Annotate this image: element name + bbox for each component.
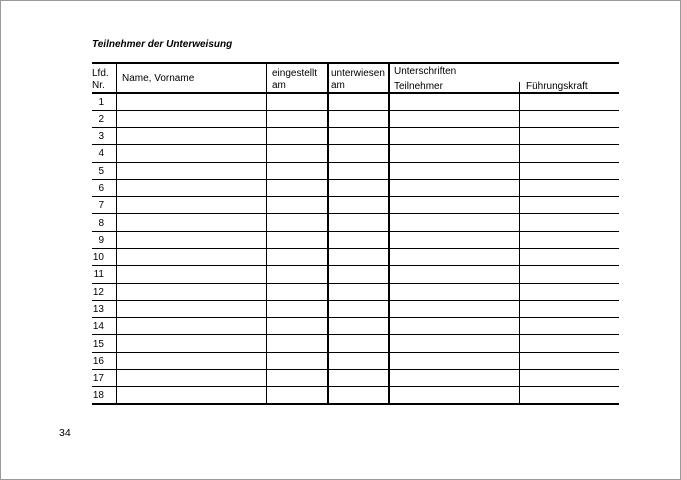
header-nr-line2: Nr.	[92, 79, 105, 91]
teilnehmer-cell	[390, 162, 519, 179]
fuehrungskraft-cell	[520, 283, 619, 300]
row-number: 1	[98, 96, 104, 108]
eingestellt-cell	[267, 231, 327, 248]
eingestellt-cell	[267, 197, 327, 214]
row-number: 5	[98, 165, 104, 177]
unterwiesen-cell	[329, 179, 388, 196]
eingestellt-cell	[267, 266, 327, 283]
name-cell	[117, 110, 266, 127]
unterwiesen-cell	[329, 93, 388, 110]
unterwiesen-cell	[329, 128, 388, 145]
unterwiesen-cell	[329, 335, 388, 352]
row-number: 12	[92, 286, 104, 298]
teilnehmer-cell	[390, 128, 519, 145]
teilnehmer-cell	[390, 335, 519, 352]
row-number: 15	[92, 338, 104, 350]
teilnehmer-cell	[390, 179, 519, 196]
fuehrungskraft-cell	[520, 128, 619, 145]
name-cell	[117, 300, 266, 317]
eingestellt-cell	[267, 352, 327, 369]
name-cell	[117, 283, 266, 300]
eingestellt-cell	[267, 335, 327, 352]
fuehrungskraft-cell	[520, 179, 619, 196]
header-fuehrungskraft: Führungskraft	[526, 81, 588, 92]
name-cell	[117, 214, 266, 231]
row-number: 6	[98, 183, 104, 195]
unterwiesen-cell	[329, 231, 388, 248]
unterwiesen-cell	[329, 249, 388, 266]
teilnehmer-cell	[390, 93, 519, 110]
header-unterschriften: Unterschriften	[394, 66, 457, 77]
name-cell	[117, 128, 266, 145]
row-number: 16	[92, 355, 104, 367]
teilnehmer-cell	[390, 214, 519, 231]
fuehrungskraft-cell	[520, 266, 619, 283]
name-cell	[117, 179, 266, 196]
header-unterwiesen-line2: am	[331, 79, 345, 91]
fuehrungskraft-cell	[520, 93, 619, 110]
row-number: 17	[92, 373, 104, 385]
eingestellt-cell	[267, 179, 327, 196]
row-number: 2	[98, 113, 104, 125]
teilnehmer-cell	[390, 300, 519, 317]
unterwiesen-cell	[329, 352, 388, 369]
fuehrungskraft-cell	[520, 162, 619, 179]
table-top-rule	[92, 62, 619, 64]
eingestellt-cell	[267, 283, 327, 300]
name-cell	[117, 352, 266, 369]
fuehrungskraft-cell	[520, 300, 619, 317]
header-teilnehmer: Teilnehmer	[394, 81, 443, 92]
teilnehmer-cell	[390, 318, 519, 335]
unterwiesen-cell	[329, 110, 388, 127]
eingestellt-cell	[267, 128, 327, 145]
form-title: Teilnehmer der Unterweisung	[92, 39, 233, 50]
eingestellt-cell	[267, 214, 327, 231]
fuehrungskraft-cell	[520, 369, 619, 386]
unterwiesen-cell	[329, 283, 388, 300]
row-number: 9	[98, 234, 104, 246]
header-eingestellt-line2: am	[272, 79, 286, 91]
teilnehmer-cell	[390, 110, 519, 127]
row-number: 18	[92, 390, 104, 402]
unterwiesen-cell	[329, 266, 388, 283]
fuehrungskraft-cell	[520, 110, 619, 127]
name-cell	[117, 145, 266, 162]
header-lfd-line1: Lfd.	[92, 68, 109, 79]
row-number: 10	[92, 252, 104, 264]
fuehrungskraft-cell	[520, 387, 619, 404]
teilnehmer-cell	[390, 197, 519, 214]
header-eingestellt	[272, 68, 317, 91]
name-cell	[117, 93, 266, 110]
teilnehmer-cell	[390, 369, 519, 386]
header-lfd-nr	[92, 68, 109, 91]
table-bottom-rule	[92, 403, 619, 405]
eingestellt-cell	[267, 93, 327, 110]
name-cell	[117, 369, 266, 386]
name-cell	[117, 197, 266, 214]
fuehrungskraft-cell	[520, 145, 619, 162]
eingestellt-cell	[267, 110, 327, 127]
row-number: 3	[98, 131, 104, 143]
name-cell	[117, 231, 266, 248]
teilnehmer-cell	[390, 283, 519, 300]
name-cell	[117, 162, 266, 179]
unterwiesen-cell	[329, 197, 388, 214]
name-cell	[117, 387, 266, 404]
eingestellt-cell	[267, 300, 327, 317]
eingestellt-cell	[267, 249, 327, 266]
eingestellt-cell	[267, 318, 327, 335]
teilnehmer-cell	[390, 145, 519, 162]
unterwiesen-cell	[329, 300, 388, 317]
fuehrungskraft-cell	[520, 318, 619, 335]
row-number: 4	[98, 148, 104, 160]
fuehrungskraft-cell	[520, 335, 619, 352]
row-number: 7	[98, 200, 104, 212]
fuehrungskraft-cell	[520, 249, 619, 266]
teilnehmer-cell	[390, 231, 519, 248]
header-eingestellt-line1: eingestellt	[272, 68, 318, 79]
unterwiesen-cell	[329, 214, 388, 231]
unterwiesen-cell	[329, 318, 388, 335]
unterwiesen-cell	[329, 162, 388, 179]
teilnehmer-cell	[390, 352, 519, 369]
header-unterwiesen	[331, 68, 385, 91]
row-number: 13	[92, 303, 104, 315]
teilnehmer-cell	[390, 387, 519, 404]
name-cell	[117, 266, 266, 283]
name-cell	[117, 335, 266, 352]
fuehrungskraft-cell	[520, 231, 619, 248]
page-number: 34	[59, 427, 71, 439]
header-name: Name, Vorname	[122, 73, 195, 84]
eingestellt-cell	[267, 369, 327, 386]
unterwiesen-cell	[329, 387, 388, 404]
unterwiesen-cell	[329, 145, 388, 162]
eingestellt-cell	[267, 162, 327, 179]
unterwiesen-cell	[329, 369, 388, 386]
teilnehmer-cell	[390, 249, 519, 266]
header-unterwiesen-line1: unterwiesen	[331, 68, 385, 79]
fuehrungskraft-cell	[520, 214, 619, 231]
name-cell	[117, 249, 266, 266]
fuehrungskraft-cell	[520, 352, 619, 369]
name-cell	[117, 318, 266, 335]
teilnehmer-cell	[390, 266, 519, 283]
row-number: 11	[93, 269, 104, 281]
eingestellt-cell	[267, 387, 327, 404]
eingestellt-cell	[267, 145, 327, 162]
row-number: 14	[92, 321, 104, 333]
row-number: 8	[98, 217, 104, 229]
fuehrungskraft-cell	[520, 197, 619, 214]
